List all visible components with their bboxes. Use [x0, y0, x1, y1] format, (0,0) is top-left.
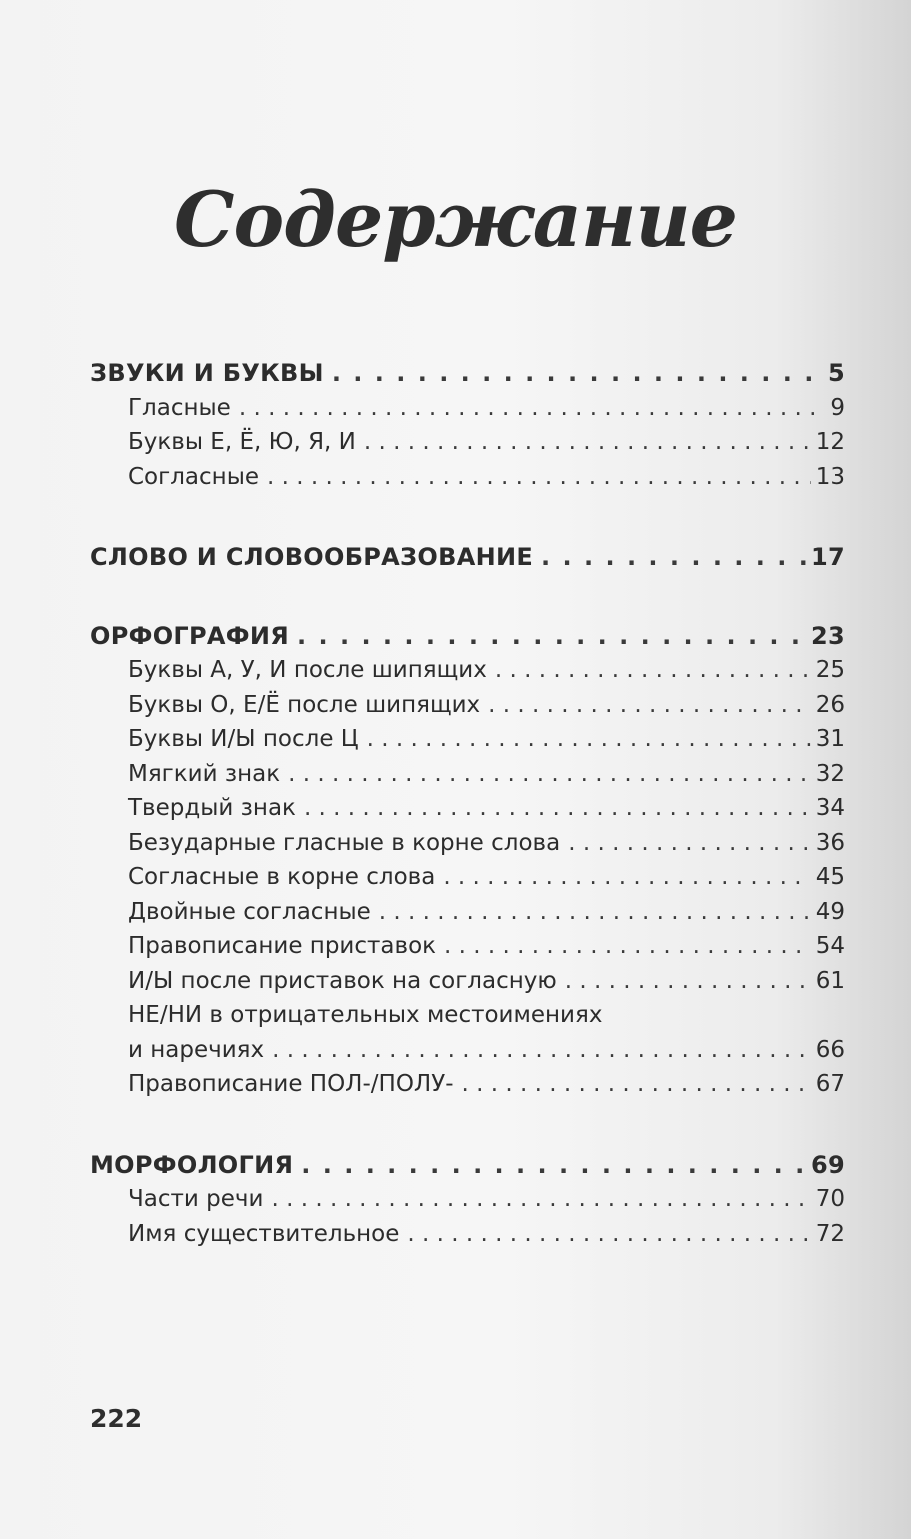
dot-leader [297, 619, 806, 654]
dot-leader [239, 391, 826, 426]
item-label: Гласные [128, 394, 231, 421]
item-label: Согласные [128, 463, 260, 490]
item-page: 25 [815, 657, 845, 683]
item-label: НЕ/НИ в отрицательных местоимениях [128, 1002, 603, 1028]
toc-item[interactable] [90, 860, 845, 895]
dot-leader [272, 1033, 811, 1068]
item-page: 72 [815, 1220, 845, 1247]
toc-item[interactable] [90, 826, 845, 861]
item-page: 54 [815, 933, 845, 959]
item-page: 67 [815, 1071, 845, 1097]
item-label: Буквы А, У, И после шипящих [128, 657, 487, 683]
item-page: 36 [815, 829, 845, 856]
section-page: 23 [811, 621, 845, 650]
item-page: 32 [815, 760, 845, 787]
dot-leader [301, 1148, 806, 1183]
toc-item-multiline[interactable] [90, 998, 845, 1033]
toc-section-orthography[interactable] [90, 619, 845, 654]
section-page: 5 [828, 359, 845, 387]
toc-item[interactable] [90, 722, 845, 757]
item-label-continuation: и наречиях [128, 1036, 265, 1063]
item-page: 45 [815, 864, 845, 890]
item-label: Твердый знак [128, 795, 296, 821]
item-label: Части речи [128, 1186, 264, 1212]
section-label: ОРФОГРАФИЯ [90, 621, 290, 650]
page-title: Содержание [173, 175, 737, 264]
item-label: Буквы О, Е/Ё после шипящих [128, 691, 481, 718]
toc-item-continuation[interactable] [90, 1033, 845, 1068]
item-page: 61 [815, 967, 845, 994]
dot-leader [488, 688, 811, 723]
page-number: 222 [90, 1404, 143, 1433]
dot-leader [304, 791, 811, 826]
toc-section-sounds-letters[interactable] [90, 356, 845, 391]
dot-leader [568, 826, 811, 861]
dot-leader [367, 722, 811, 757]
item-label: Мягкий знак [128, 760, 281, 787]
item-page: 70 [815, 1186, 845, 1212]
dot-leader [462, 1067, 811, 1102]
item-page: 31 [815, 726, 845, 752]
dot-leader [443, 860, 810, 895]
dot-leader [332, 356, 823, 391]
section-label: ЗВУКИ И БУКВЫ [90, 359, 324, 387]
item-page: 49 [815, 898, 845, 925]
toc-item[interactable] [90, 653, 845, 688]
toc-item[interactable] [90, 791, 845, 826]
item-label: Безударные гласные в корне слова [128, 829, 561, 856]
section-label: МОРФОЛОГИЯ [90, 1150, 294, 1179]
section-spacer [90, 575, 845, 619]
item-label: Правописание ПОЛ-/ПОЛУ- [128, 1071, 454, 1097]
toc-item[interactable] [90, 460, 845, 495]
dot-leader [444, 929, 811, 964]
toc-item[interactable] [90, 688, 845, 723]
item-label: Буквы И/Ы после Ц [128, 726, 359, 752]
toc-item[interactable] [90, 757, 845, 792]
toc-item[interactable] [90, 1067, 845, 1102]
toc-section-word-formation[interactable] [90, 540, 845, 575]
section-spacer [90, 494, 845, 540]
toc-item[interactable] [90, 425, 845, 460]
dot-leader [407, 1217, 810, 1252]
table-of-contents [90, 356, 845, 1251]
item-page: 34 [815, 795, 845, 821]
dot-leader [541, 540, 806, 575]
toc-section-morphology[interactable] [90, 1148, 845, 1183]
item-label: Буквы Е, Ё, Ю, Я, И [128, 429, 356, 455]
dot-leader [379, 895, 811, 930]
toc-item[interactable] [90, 895, 845, 930]
item-label: И/Ы после приставок на согласную [128, 967, 557, 994]
dot-leader [267, 460, 811, 495]
dot-leader [288, 757, 811, 792]
item-page: 66 [815, 1036, 845, 1063]
item-label: Двойные согласные [128, 898, 371, 925]
item-label: Согласные в корне слова [128, 864, 436, 890]
item-label: Имя существительное [128, 1220, 400, 1247]
section-page: 69 [811, 1150, 845, 1179]
toc-item[interactable] [90, 391, 845, 426]
toc-item[interactable] [90, 929, 845, 964]
item-label: Правописание приставок [128, 933, 437, 959]
dot-leader [495, 653, 811, 688]
toc-item[interactable] [90, 964, 845, 999]
section-label: СЛОВО И СЛОВООБРАЗОВАНИЕ [90, 543, 534, 571]
dot-leader [271, 1182, 810, 1217]
dot-leader [565, 964, 811, 999]
section-page: 17 [811, 543, 845, 571]
item-page: 13 [815, 463, 845, 490]
dot-leader [364, 425, 811, 460]
item-page: 12 [815, 429, 845, 455]
item-page: 9 [830, 394, 845, 421]
toc-item[interactable] [90, 1182, 845, 1217]
section-spacer [90, 1102, 845, 1148]
item-page: 26 [815, 691, 845, 718]
toc-item[interactable] [90, 1217, 845, 1252]
